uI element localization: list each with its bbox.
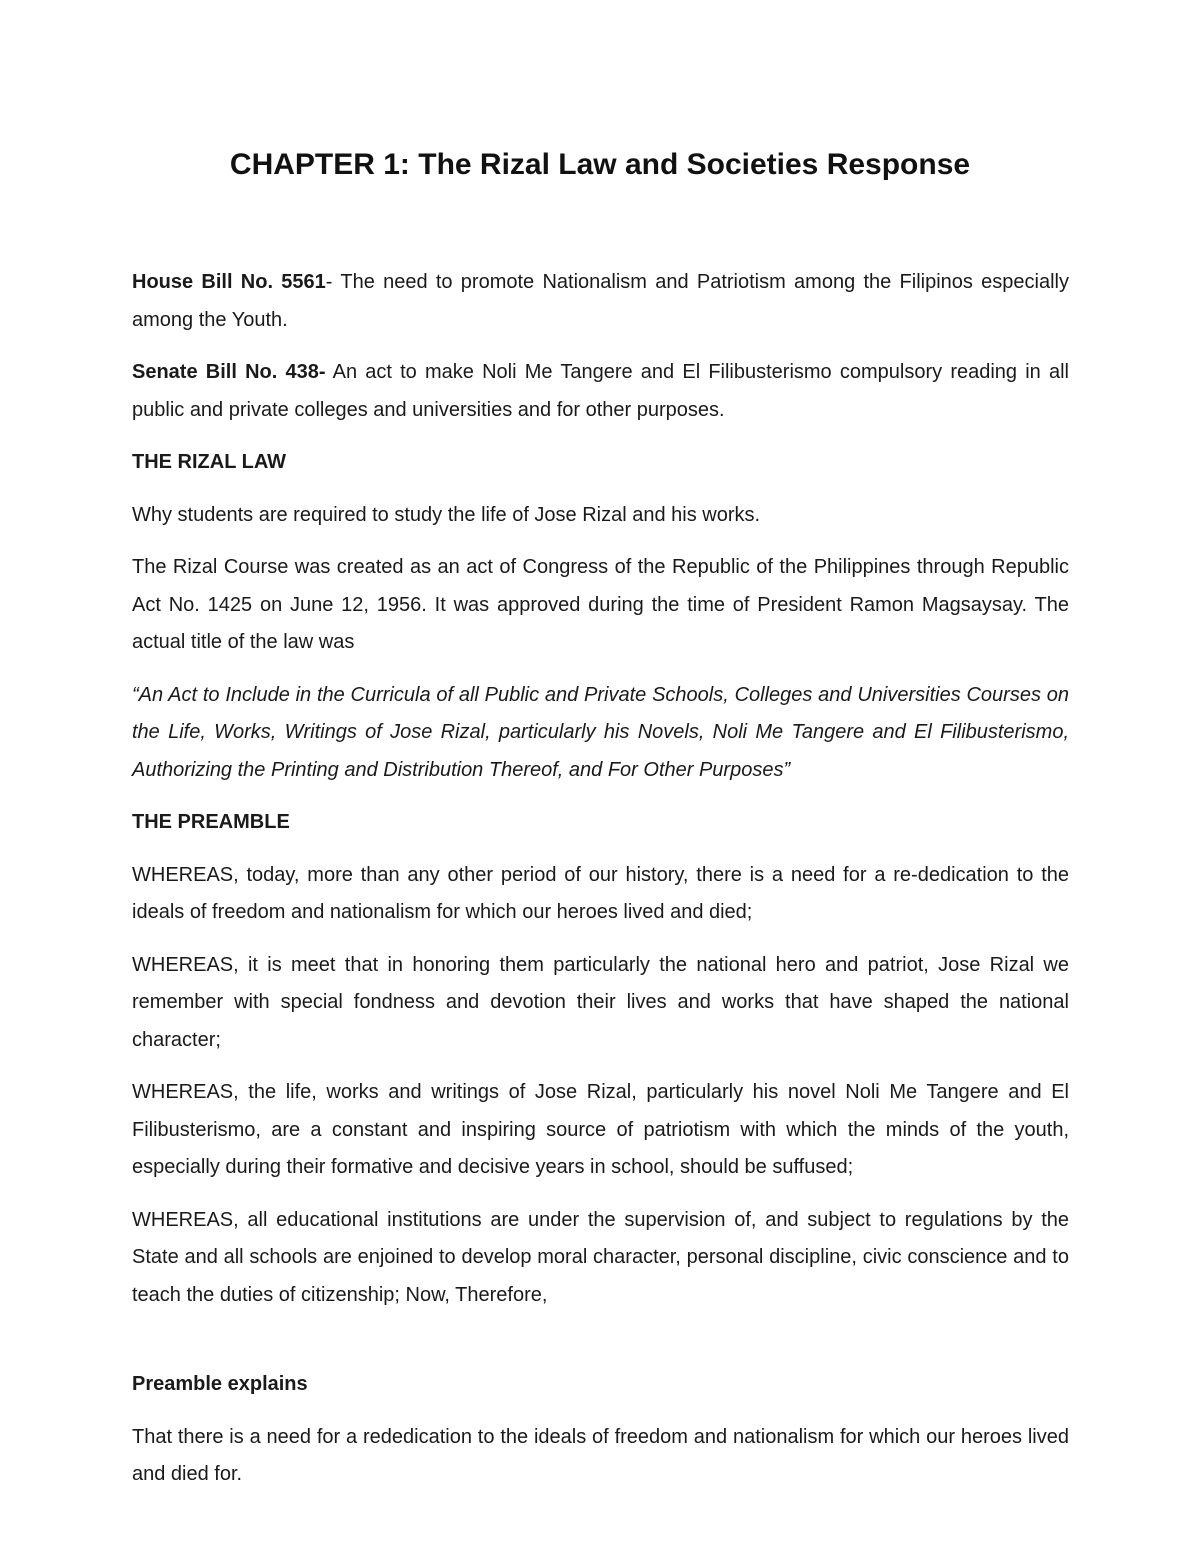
law-title-quote: “An Act to Include in the Curricula of all Public and Private Schools, Colleges and Universities Courses on the Life, Works, Writings of Jose Rizal, particularly his Novels, Noli Me Tangere and El Filibusterismo, Authorizing the Printing and Distribution Thereof, and For Other Purposes” <box>132 683 1069 781</box>
preamble-explains-heading: Preamble explains <box>132 1373 308 1395</box>
document-body <box>132 264 1069 1509</box>
whereas-clause-4: WHEREAS, all educational institutions are under the supervision of, and subject to regulations by the State and all schools are enjoined to develop moral character, personal discipline, civic conscience and to teach the duties of citizenship; Now, Therefore, <box>132 1208 1069 1306</box>
house-bill-paragraph <box>132 264 1069 339</box>
rizal-law-question: Why students are required to study the life of Jose Rizal and his works. <box>132 503 761 526</box>
senate-bill-label: Senate Bill No. 438- <box>132 361 326 383</box>
senate-bill-text: An act to make Noli Me Tangere and El Filibusterismo compulsory reading in all public and private colleges and universities and for other purposes. <box>132 361 1069 421</box>
house-bill-text: - The need to promote Nationalism and Patriotism among the Filipinos especially among the Youth. <box>132 271 1069 331</box>
rizal-law-paragraph: The Rizal Course was created as an act of Congress of the Republic of the Philippines through Republic Act No. 1425 on June 12, 1956. It was approved during the time of President Ramon Magsaysay. The actual title of the law was <box>132 556 1069 653</box>
whereas-clause-2: WHEREAS, it is meet that in honoring them particularly the national hero and patriot, Jose Rizal we remember with special fondness and devotion their lives and works that have shaped the national character; <box>132 953 1069 1051</box>
rizal-law-heading: THE RIZAL LAW <box>132 451 287 473</box>
preamble-heading: THE PREAMBLE <box>132 811 290 833</box>
senate-bill-paragraph <box>132 354 1069 429</box>
house-bill-label: House Bill No. 5561 <box>132 271 326 293</box>
preamble-explains-text: That there is a need for a rededication to the ideals of freedom and nationalism for which our heroes lived and died for. <box>132 1425 1069 1485</box>
whereas-clause-1: WHEREAS, today, more than any other period of our history, there is a need for a re-dedication to the ideals of freedom and nationalism for which our heroes lived and died; <box>132 863 1069 923</box>
whereas-clause-3: WHEREAS, the life, works and writings of Jose Rizal, particularly his novel Noli Me Tangere and El Filibusterismo, are a constant and inspiring source of patriotism with which the minds of the youth, especially during their formative and decisive years in school, should be suffused; <box>132 1081 1069 1178</box>
page-title: CHAPTER 1: The Rizal Law and Societies Response <box>229 148 971 181</box>
